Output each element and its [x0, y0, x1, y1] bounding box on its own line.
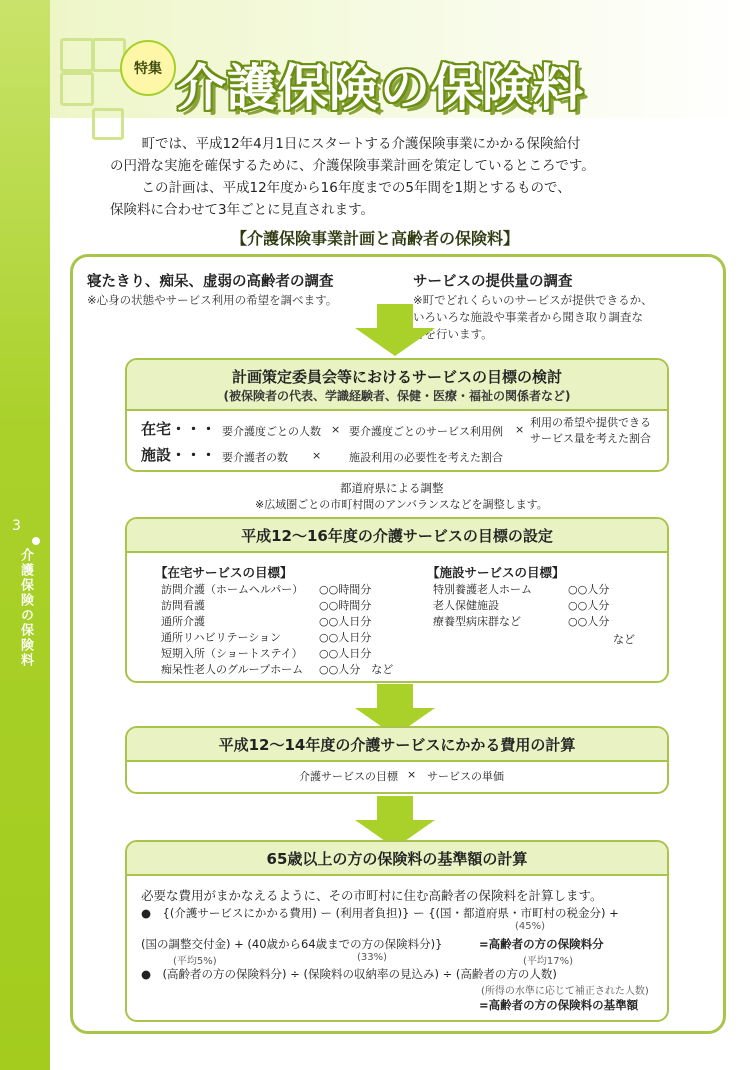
home-x2: ×	[515, 423, 525, 436]
service-value: ○○人分 など	[319, 663, 394, 676]
diagram-subtitle: 【介護保険事業計画と高齢者の保険料】	[230, 229, 519, 248]
survey-right-note	[413, 292, 653, 343]
intro-line: 町では、平成12年4月1日にスタートする介護保険事業にかかる保険給付	[141, 136, 581, 152]
service-value: ○○人分	[568, 599, 610, 612]
feature-badge: 特集	[120, 40, 176, 96]
home-c2: サービス量を考えた割合	[530, 432, 651, 445]
survey-left-note: ※心身の状態やサービス利用の希望を調べます。	[87, 293, 338, 307]
service-name: 特別養護老人ホーム	[433, 583, 532, 596]
formula-note-adjusted: (所得の水準に応じて補正された人数)	[481, 986, 649, 997]
intro-text	[110, 133, 708, 221]
facility-services-title: 【施設サービスの目標】	[427, 565, 565, 580]
step1-box	[125, 358, 669, 472]
service-name: 老人保健施設	[433, 599, 499, 612]
service-value: ○○時間分	[319, 583, 372, 596]
facility-b: 施設利用の必要性を考えた割合	[349, 451, 503, 464]
home-label: 在宅・・・	[141, 420, 217, 438]
service-value: ○○人日分	[319, 631, 372, 644]
service-name: 短期入所（ショートステイ）	[161, 647, 303, 660]
bullet-dot	[32, 537, 40, 545]
service-value: ○○人日分	[319, 647, 372, 660]
step4-box	[125, 840, 669, 1022]
note-line: いろいろな施設や事業者から聞き取り調査な	[413, 310, 643, 324]
service-name: 通所リハビリテーション	[161, 631, 282, 644]
section-title: 介護保険の保険料	[18, 548, 33, 668]
service-value: ○○人日分	[319, 615, 372, 628]
prefecture-note: ※広域圏ごとの市町村間のアンバランスなどを調整します。	[255, 498, 548, 511]
decorative-square	[92, 108, 124, 140]
page-headline: 介護保険の保険料	[176, 59, 584, 117]
formula-note-33: (33%)	[357, 952, 388, 963]
note-line: ※町でどれくらいのサービスが提供できるか、	[413, 293, 653, 307]
intro-line: この計画は、平成12年度から16年度までの5年間を1期とするもので、	[141, 180, 571, 196]
step3-b: サービスの単価	[427, 770, 504, 783]
sidebar	[0, 0, 50, 1070]
prefecture-title: 都道府県による調整	[340, 481, 444, 495]
service-name: 通所介護	[161, 615, 205, 628]
formula-line-3: ● (高齢者の方の保険料分) ÷ (保険料の収納率の見込み) ÷ (高齢者の方の人数)	[141, 967, 557, 981]
facility-label: 施設・・・	[141, 446, 217, 464]
step3-x: ×	[407, 768, 417, 781]
step1-facility-row	[141, 444, 216, 465]
intro-line: 保険料に合わせて3年ごとに見直されます。	[110, 202, 375, 218]
step1-home-row	[141, 418, 216, 439]
step3-title: 平成12～14年度の介護サービスにかかる費用の計算	[127, 728, 667, 762]
note-line: どを行います。	[413, 327, 493, 341]
service-value: ○○時間分	[319, 599, 372, 612]
formula-note-5: (平均5%)	[173, 956, 217, 967]
facility-etc: など	[613, 633, 635, 646]
step1-title-text: 計画策定委員会等におけるサービスの目標の検討	[231, 368, 562, 386]
step2-box	[125, 517, 669, 683]
survey-right-title: サービスの提供量の調査	[413, 274, 573, 290]
service-value: ○○人分	[568, 583, 610, 596]
home-services-title: 【在宅サービスの目標】	[155, 565, 293, 580]
step3-a: 介護サービスの目標	[299, 770, 398, 783]
service-name: 療養型病床群など	[433, 615, 521, 628]
formula-note-17: (平均17%)	[523, 956, 574, 967]
step1-subtitle: (被保険者の代表、学識経験者、保健・医療・福祉の関係者など)	[223, 389, 571, 403]
formula-note-45: (45%)	[515, 921, 546, 932]
page-number: 3	[12, 518, 21, 534]
service-value: ○○人分	[568, 615, 610, 628]
facility-a: 要介護者の数	[222, 451, 288, 464]
home-a: 要介護度ごとの人数	[222, 425, 321, 438]
step2-title: 平成12～16年度の介護サービスの目標の設定	[127, 519, 667, 553]
step1-title	[127, 360, 667, 411]
home-x1: ×	[331, 423, 341, 436]
service-name: 痴呆性老人のグループホーム	[161, 663, 304, 676]
home-c1: 利用の希望や提供できる	[530, 416, 651, 429]
decorative-square	[60, 38, 94, 72]
decorative-square	[60, 72, 94, 106]
step4-lead: 必要な費用がまかなえるように、その市町村に住む高齢者の保険料を計算します。	[141, 888, 603, 903]
formula-line-1: ● {(介護サービスにかかる費用) ー (利用者負担)} ー {(国・都道府県・市町村の税金分) +	[141, 906, 619, 920]
step3-box	[125, 726, 669, 794]
formula-result-1: =高齢者の方の保険料分	[479, 937, 604, 951]
survey-left-title: 寝たきり、痴呆、虚弱の高齢者の調査	[87, 274, 334, 290]
home-b: 要介護度ごとのサービス利用例	[349, 425, 503, 438]
formula-line-2: (国の調整交付金) + (40歳から64歳までの方の保険料分)}	[141, 937, 443, 951]
flow-arrow	[355, 328, 435, 356]
step4-title: 65歳以上の方の保険料の基準額の計算	[127, 842, 667, 876]
service-name: 訪問介護（ホームヘルパー）	[161, 583, 304, 596]
formula-result-2: =高齢者の方の保険料の基準額	[479, 998, 639, 1012]
facility-x: ×	[312, 449, 322, 462]
service-name: 訪問看護	[161, 599, 205, 612]
intro-line: の円滑な実施を確保するために、介護保険事業計画を策定しているところです。	[110, 158, 595, 174]
